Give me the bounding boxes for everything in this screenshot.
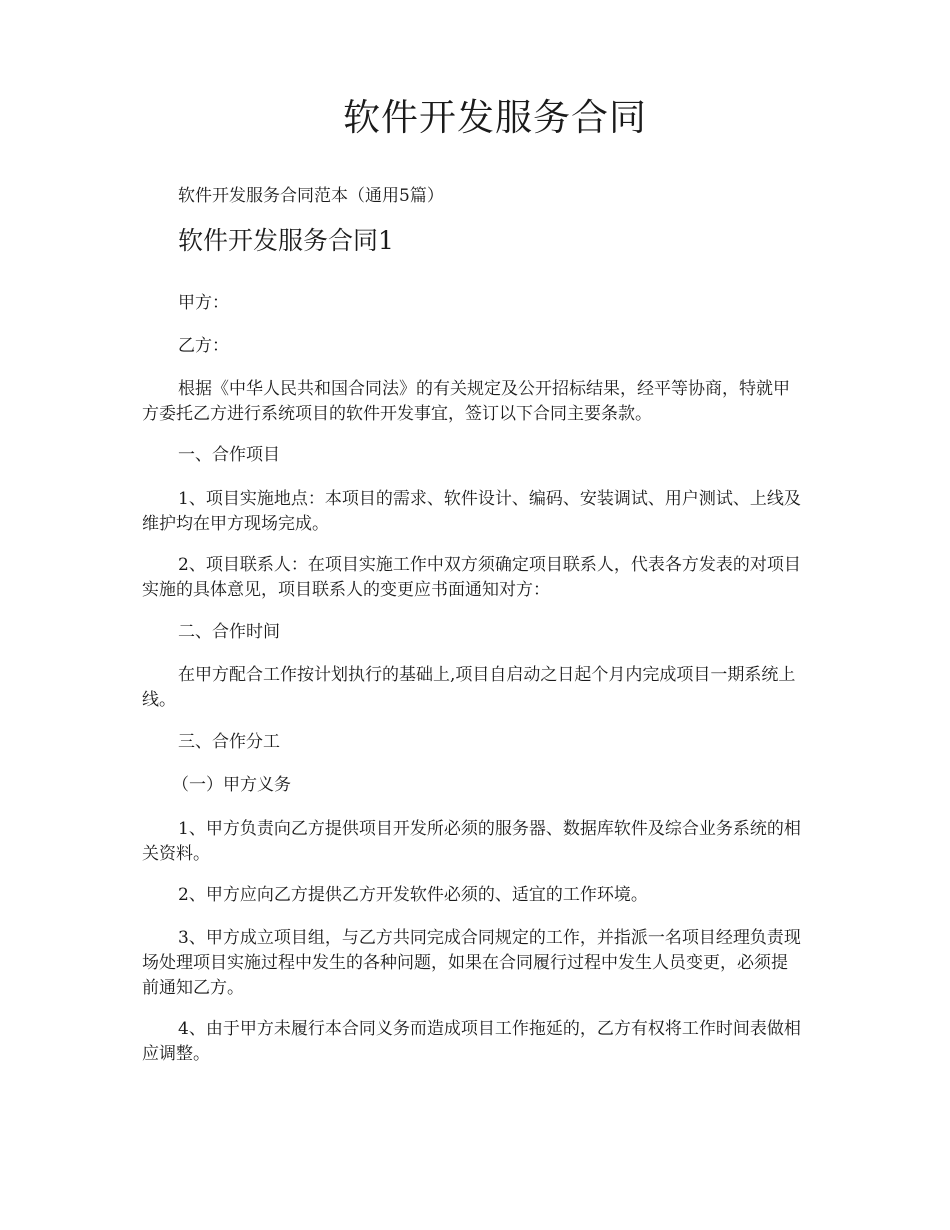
clause-schedule: 在甲方配合工作按计划执行的基础上,项目自启动之日起个月内完成项目一期系统上线。 [142,665,796,710]
clause-project-location: 1、项目实施地点：本项目的需求、软件设计、编码、安装调试、用户测试、上线及维护均在甲方现场完成。 [142,489,801,534]
heading-cooperation-project: 一、合作项目 [178,445,280,465]
obligation-item-4: 4、由于甲方未履行本合同义务而造成项目工作拖延的，乙方有权将工作时间表做相应调整。 [142,1019,801,1064]
obligation-item-2: 2、甲方应向乙方提供乙方开发软件必须的、适宜的工作环境。 [178,885,648,905]
clause-project-contact: 2、项目联系人：在项目实施工作中双方须确定项目联系人，代表各方发表的对项目实施的具体意见，项目联系人的变更应书面通知对方： [142,555,801,600]
intro-paragraph: 根据《中华人民共和国合同法》的有关规定及公开招标结果，经平等协商，特就甲方委托乙方进行系统项目的软件开发事宜，签订以下合同主要条款。 [142,379,790,424]
obligation-item-1: 1、甲方负责向乙方提供项目开发所必须的服务器、数据库软件及综合业务系统的相关资料。 [142,819,801,864]
heading-cooperation-time: 二、合作时间 [178,622,280,642]
party-a-line: 甲方： [178,293,229,313]
party-b-line: 乙方： [178,336,229,356]
heading-party-a-obligations: （一）甲方义务 [172,775,291,795]
document-subtitle: 软件开发服务合同范本（通用5篇） [178,186,444,206]
section-title: 软件开发服务合同1 [178,226,394,255]
heading-division-of-work: 三、合作分工 [178,732,280,752]
document-title: 软件开发服务合同 [343,96,647,139]
obligation-item-3: 3、甲方成立项目组，与乙方共同完成合同规定的工作，并指派一名项目经理负责现场处理项目实施过程中发生的各种问题，如果在合同履行过程中发生人员变更，必须提前通知乙方。 [142,928,801,998]
